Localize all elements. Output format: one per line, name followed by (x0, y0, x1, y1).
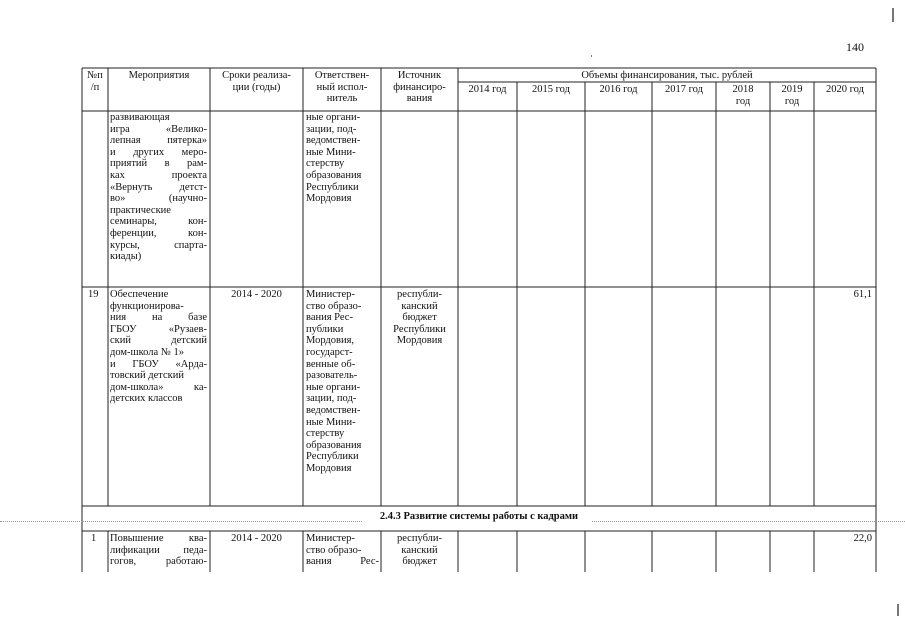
scan-speck (892, 8, 894, 22)
header-measures: Мероприятия (128, 70, 190, 81)
header-responsible: Ответствен- ный испол- нитель (314, 70, 370, 105)
row1-responsible: Министер- ство образо- вания Рес- (306, 533, 379, 568)
row19-measure: Обеспечение функционирова- ния на базе ГБОУ «Рузаев- ский детский дом-школа № 1» и ГБОУ «Арда- товский детский дом-школа» ка- детских классов (110, 289, 207, 405)
section-leader-right (592, 521, 905, 522)
header-num: №п /п (87, 70, 103, 93)
row1-source: республи- канский бюджет (397, 533, 442, 568)
row19-term: 2014 - 2020 (231, 289, 282, 300)
header-year-2017: 2017 год (665, 84, 703, 95)
continuation-responsible: ные органи- зации, под- ведомствен- ные Мини- стерству образования Республики Мордовия (306, 112, 362, 205)
scan-speck (897, 604, 899, 616)
section-title: 2.4.3 Развитие системы работы с кадрами (379, 511, 579, 522)
row19-responsible: Министер- ство образо- вания Рес- публики Мордовия, государст- венные об- разователь- ные органи- зации, под- ведомствен- ные Мини- стерству образования Республики Мордовия (306, 289, 362, 474)
row1-term: 2014 - 2020 (231, 533, 282, 544)
continuation-measure: развивающая игра «Велико- лепная пятерка» и других меро- приятий в рам- ках проекта «Вернуть детст- во» (научно- практические семинары, кон- ференции, кон- курсы, спарта- киады) (110, 112, 207, 263)
header-year-2018: 2018 год (732, 84, 754, 107)
page-number: 140 (846, 40, 864, 54)
header-source: Источник финансиро- вания (393, 70, 446, 105)
row1-value-2020: 22,0 (853, 533, 872, 544)
row19-value-2020: 61,1 (853, 289, 872, 300)
row19-source: республи- канский бюджет Республики Мордовия (393, 289, 446, 347)
row19-num: 19 (88, 289, 99, 300)
header-year-2020: 2020 год (826, 84, 864, 95)
row1-measure: Повышение ква- лификации педа- гогов, работаю- (110, 533, 207, 568)
header-year-2016: 2016 год (599, 84, 638, 95)
scan-speck (591, 55, 592, 57)
header-terms: Сроки реализа- ции (годы) (222, 70, 291, 93)
header-year-2015: 2015 год (532, 84, 570, 95)
row1-num: 1 (91, 533, 97, 544)
header-year-2019: 2019 год (781, 84, 803, 107)
header-funding: Объемы финансирования, тыс. рублей (581, 70, 753, 81)
header-year-2014: 2014 год (468, 84, 507, 95)
